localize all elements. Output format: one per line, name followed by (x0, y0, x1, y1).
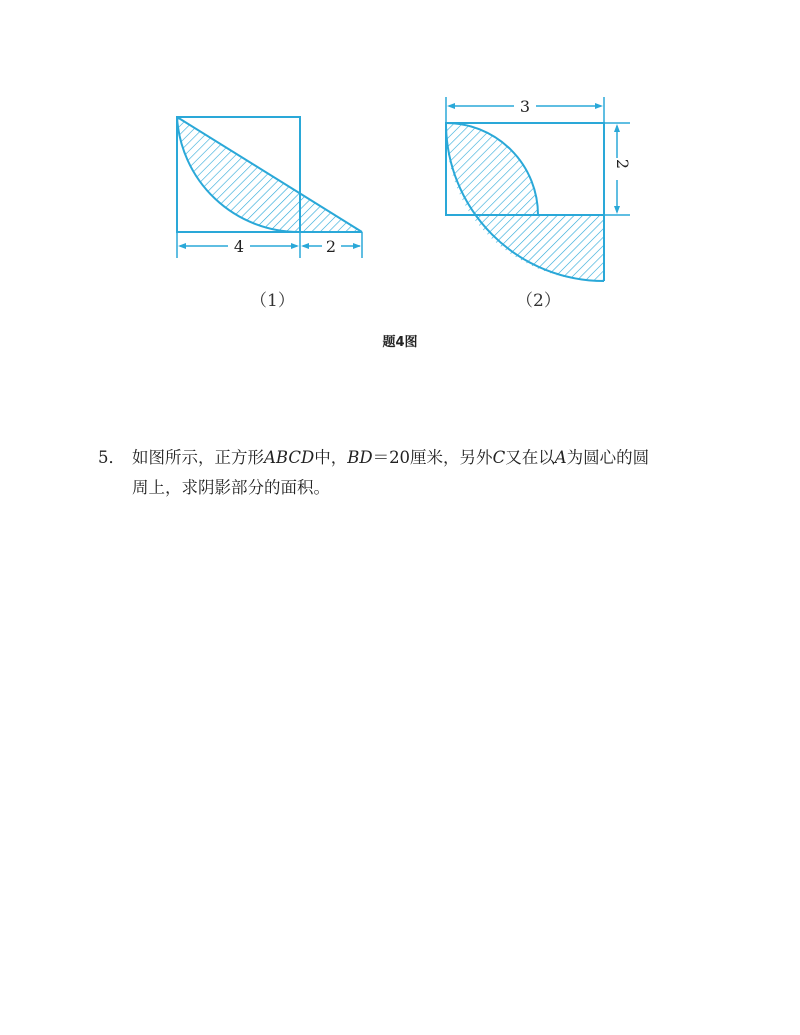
problem-text-c: ＝20厘米，另外 (372, 448, 493, 467)
problem-text-e: 为圆心的圆 (566, 448, 650, 467)
var-a: A (554, 448, 567, 467)
figure-1-caption: （1） (250, 291, 295, 311)
problem-text-a: 如图所示，正方形 (132, 448, 264, 467)
figure-title: 题4图 (382, 335, 418, 350)
shaded-lower-region-2 (471, 215, 604, 281)
var-c: C (492, 448, 506, 467)
figure-2 (435, 92, 635, 292)
dim-label-2: 2 (325, 237, 337, 256)
figure-2-caption: （2） (516, 291, 561, 311)
problem-text-d: 又在以 (505, 448, 555, 467)
dim-label-3: 3 (519, 97, 531, 116)
problem-line-2: 周上，求阴影部分的面积。 (132, 478, 330, 497)
var-bd: BD (347, 448, 373, 467)
figure-1 (160, 105, 380, 275)
dim-label-2-vertical: 2 (613, 158, 632, 170)
problem-number: 5． (98, 448, 125, 467)
var-abcd: ABCD (264, 448, 315, 467)
problem-5 (98, 443, 718, 503)
problem-text-b: 中， (314, 448, 348, 467)
dim-label-4: 4 (233, 237, 245, 256)
shaded-lens-2 (446, 123, 538, 215)
